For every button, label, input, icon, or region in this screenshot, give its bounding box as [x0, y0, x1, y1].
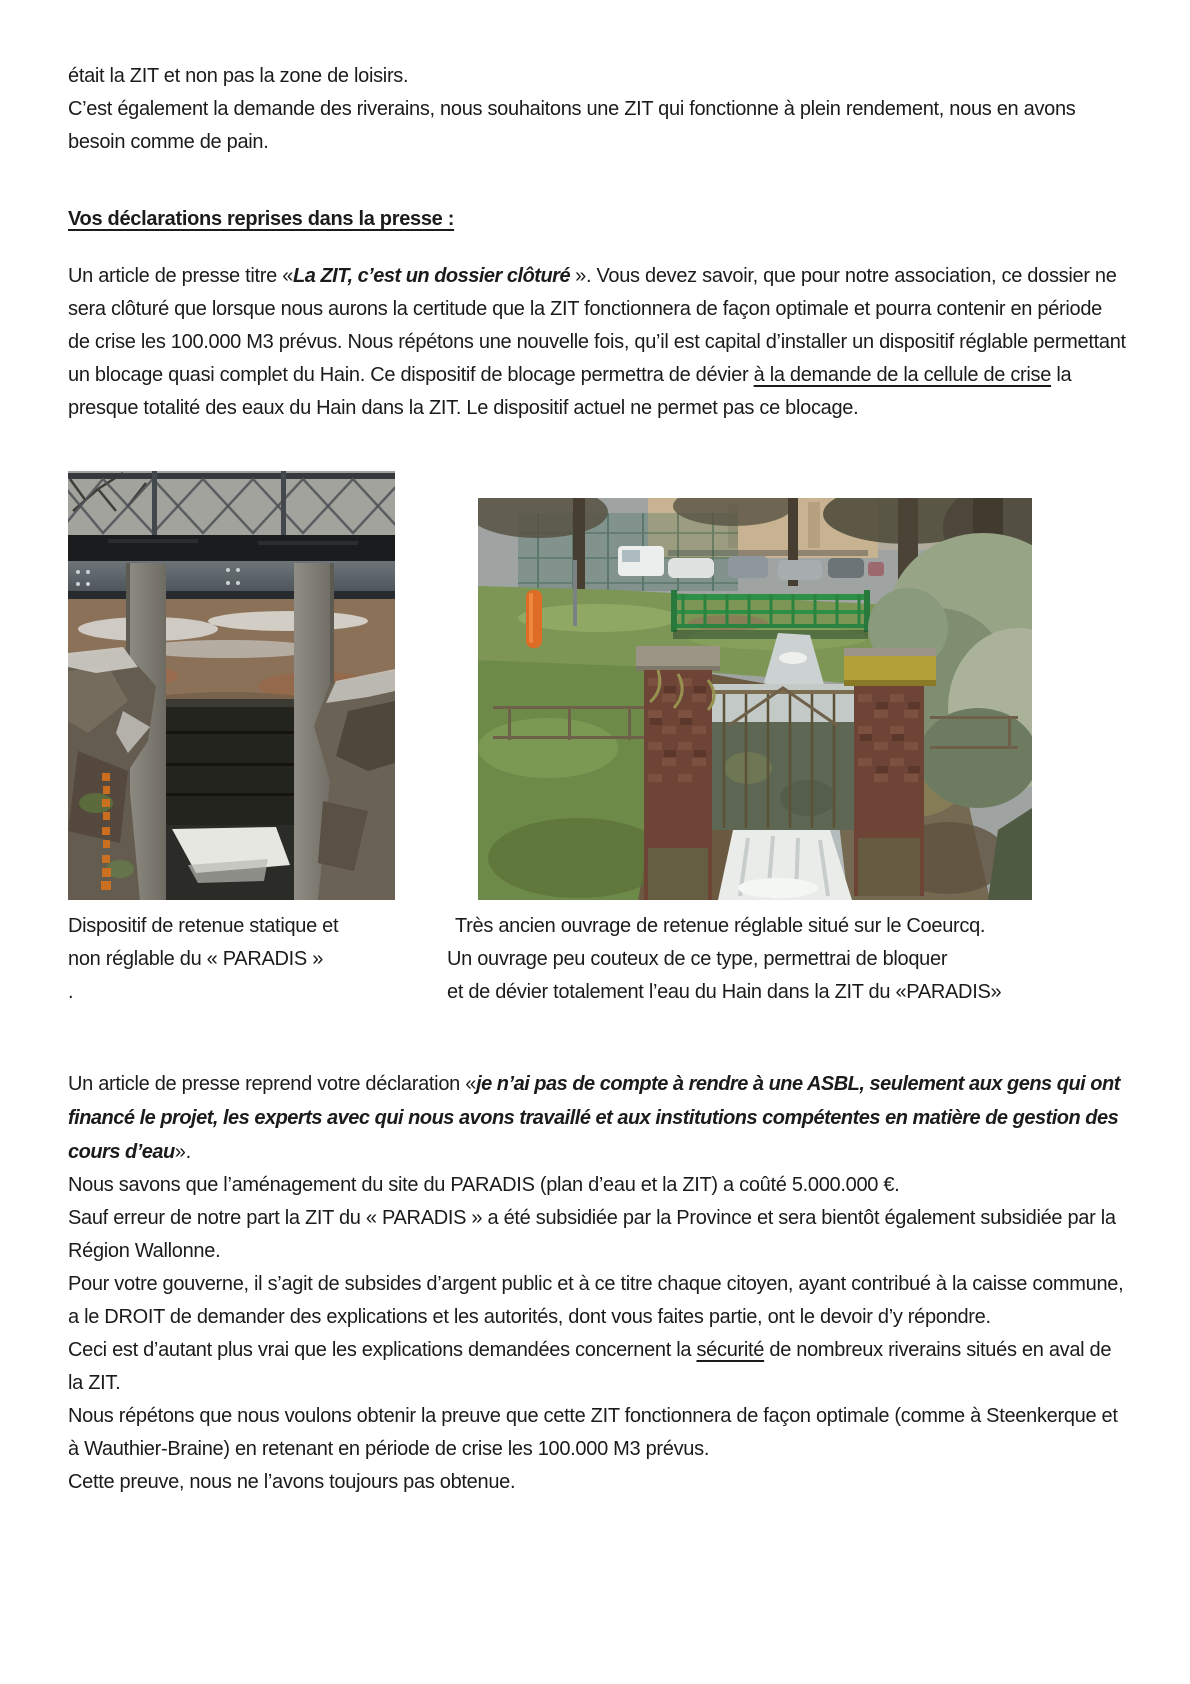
- brick-pillar-right: [844, 648, 936, 896]
- right-photo-caption: [447, 910, 1126, 1009]
- right-photo-illustration: [478, 498, 1032, 900]
- left-caption-line2: non réglable du « PARADIS »: [68, 948, 324, 970]
- sluice-structure: [712, 684, 854, 830]
- photo-captions: [68, 910, 1126, 1009]
- closing-block: [68, 1169, 1126, 1499]
- right-caption-line1: Très ancien ouvrage de retenue réglable situé sur le Coeurcq.: [455, 915, 986, 937]
- steel-beam: [68, 561, 395, 595]
- preuve-paragraph: Nous répétons que nous voulons obtenir la preuve que cette ZIT fonctionnera de façon optimale (comme à Steenkerque et à Wauthier-Braine) en retenant en période de crise les 100.000 M3 prévus.: [68, 1405, 1118, 1460]
- document-content: [68, 60, 1126, 1499]
- brick-pillar-left: [636, 646, 720, 900]
- right-caption-line2: Un ouvrage peu couteux de ce type, permettrai de bloquer: [447, 948, 948, 970]
- intro-paragraph-line2: C’est également la demande des riverains, nous souhaitons une ZIT qui fonctionne à plein rendement, nous en avons besoin comme de pain.: [68, 98, 1076, 153]
- securite-underlined: sécurité: [696, 1339, 765, 1361]
- securite-paragraph: [68, 1334, 1126, 1400]
- right-caption-line3: et de dévier totalement l’eau du Hain dans la ZIT du «PARADIS»: [447, 981, 1002, 1003]
- right-photo-adjustable-weir: [478, 498, 1032, 900]
- press-closed-quote: La ZIT, c’est un dossier clôturé: [293, 265, 576, 287]
- orange-bollard: [526, 590, 542, 648]
- waterfall-foam: [718, 830, 852, 900]
- left-photo-caption: [68, 910, 447, 1009]
- gouverne-paragraph: Pour votre gouverne, il s’agit de subsides d’argent public et à ce titre chaque citoyen, ayant contribué à la caisse commune, a le DROIT de demander des explications et les autorités, dont vous faites partie, ont le devoir d’y répondre.: [68, 1273, 1124, 1328]
- press-closed-underlined: à la demande de la cellule de crise: [753, 364, 1052, 386]
- declaration-paragraph: [68, 1067, 1126, 1169]
- press-closed-tail: la presque totalité des eaux du Hain dans la ZIT. Le dispositif actuel ne permet pas ce blocage.: [68, 364, 1072, 419]
- cost-paragraph: Nous savons que l’aménagement du site du PARADIS (plan d’eau et la ZIT) a coûté 5.000.000 €.: [68, 1174, 900, 1196]
- declaration-quote: je n’ai pas de compte à rendre à une ASBL, seulement aux gens qui ont financé le projet, les experts avec qui nous avons travaillé et aux institutions compétentes en matière de gestion des cours d’eau: [68, 1073, 1120, 1163]
- obtenue-paragraph: Cette preuve, nous ne l’avons toujours pas obtenue.: [68, 1471, 516, 1493]
- press-closed-paragraph: [68, 260, 1126, 425]
- declaration-tail: ».: [174, 1141, 191, 1163]
- weir-gate: [166, 699, 294, 825]
- photos-row: [68, 471, 1126, 900]
- left-photo-static-weir: [68, 471, 395, 900]
- securite-lead: Ceci est d’autant plus vrai que les explications demandées concernent la: [68, 1339, 697, 1361]
- press-closed-mid: ». Vous devez savoir, que pour notre association, ce dossier ne sera clôturé que lorsque nous aurons la certitude que la ZIT fonctionnera de façon optimale et pourra contenir en période de crise les 100.000 M3 prévus. Nous répétons une nouvelle fois, qu’il est capital d’installer un dispositif réglable permettant un blocage quasi complet du Hain. Ce dispositif de blocage permettra de dévier: [68, 265, 1126, 386]
- declaration-lead: Un article de presse reprend votre déclaration «: [68, 1073, 477, 1095]
- left-caption-line3: .: [68, 981, 74, 1003]
- section-heading: Vos déclarations reprises dans la presse :: [68, 208, 455, 230]
- securite-tail: de nombreux riverains situés en aval de la ZIT.: [68, 1339, 1112, 1394]
- intro-paragraph-line1: était la ZIT et non pas la zone de loisirs.: [68, 65, 409, 87]
- left-caption-line1: Dispositif de retenue statique et: [68, 915, 339, 937]
- left-photo-illustration: [68, 471, 395, 900]
- press-closed-lead: Un article de presse titre «: [68, 265, 294, 287]
- subsidy-paragraph: Sauf erreur de notre part la ZIT du « PARADIS » a été subsidiée par la Province et sera bientôt également subsidiée par la Région Wallonne.: [68, 1207, 1116, 1262]
